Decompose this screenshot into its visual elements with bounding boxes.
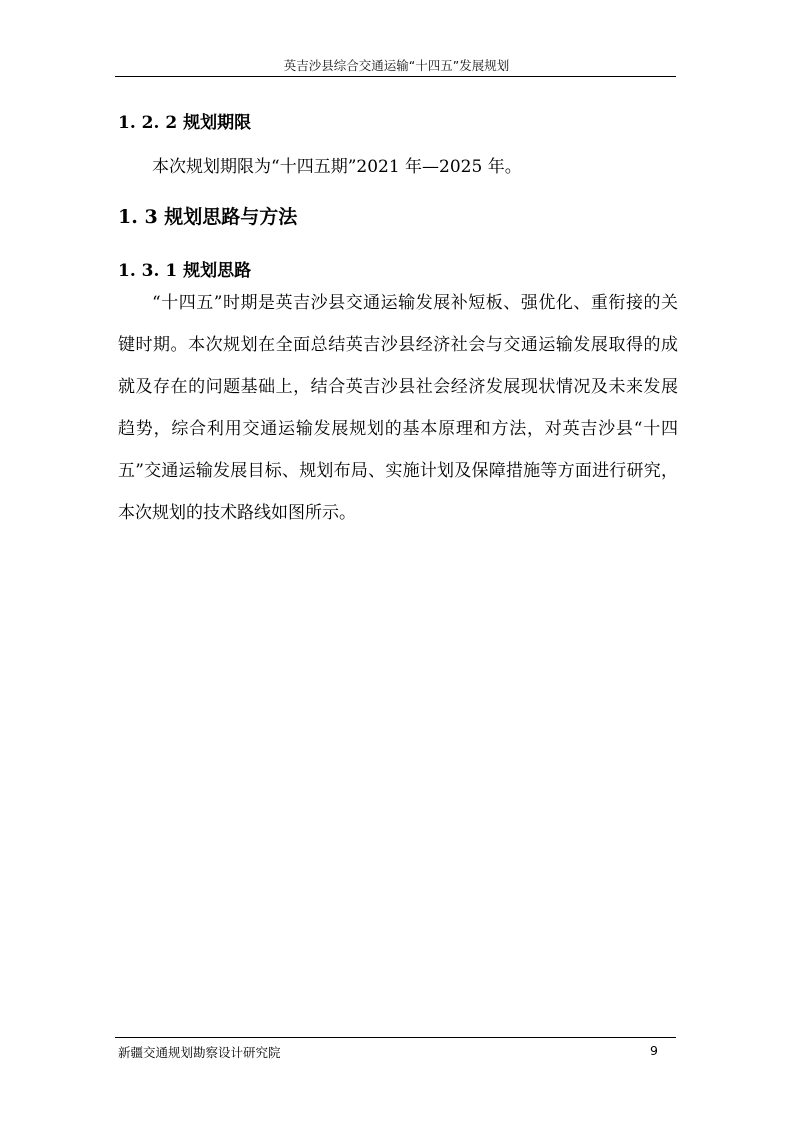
footer-divider <box>115 1037 676 1038</box>
paragraph-planning-period: 本次规划期限为“十四五期”2021 年—2025 年。 <box>152 157 522 177</box>
heading-1-3-1: 1. 3. 1 规划思路 <box>118 261 252 281</box>
footer-organization: 新疆交通规划勘察设计研究院 <box>118 1045 281 1060</box>
heading-1-3: 1. 3 规划思路与方法 <box>118 206 298 228</box>
page-number: 9 <box>650 1043 658 1058</box>
header-divider <box>115 76 676 77</box>
paragraph-planning-approach: “十四五”时期是英吉沙县交通运输发展补短板、强优化、重衔接的关键时期。本次规划在全面总结英吉沙县经济社会与交通运输发展取得的成就及存在的问题基础上，结合英吉沙县社会经济发展现状情况及未来发展趋势，综合利用交通运输发展规划的基本原理和方法，对英吉沙县“十四五”交通运输发展目标、规划布局、实施计划及保障措施等方面进行研究，本次规划的技术路线如图所示。 <box>118 293 678 523</box>
running-header-title: 英吉沙县综合交通运输“十四五”发展规划 <box>283 58 510 73</box>
heading-1-2-2: 1. 2. 2 规划期限 <box>118 113 252 133</box>
